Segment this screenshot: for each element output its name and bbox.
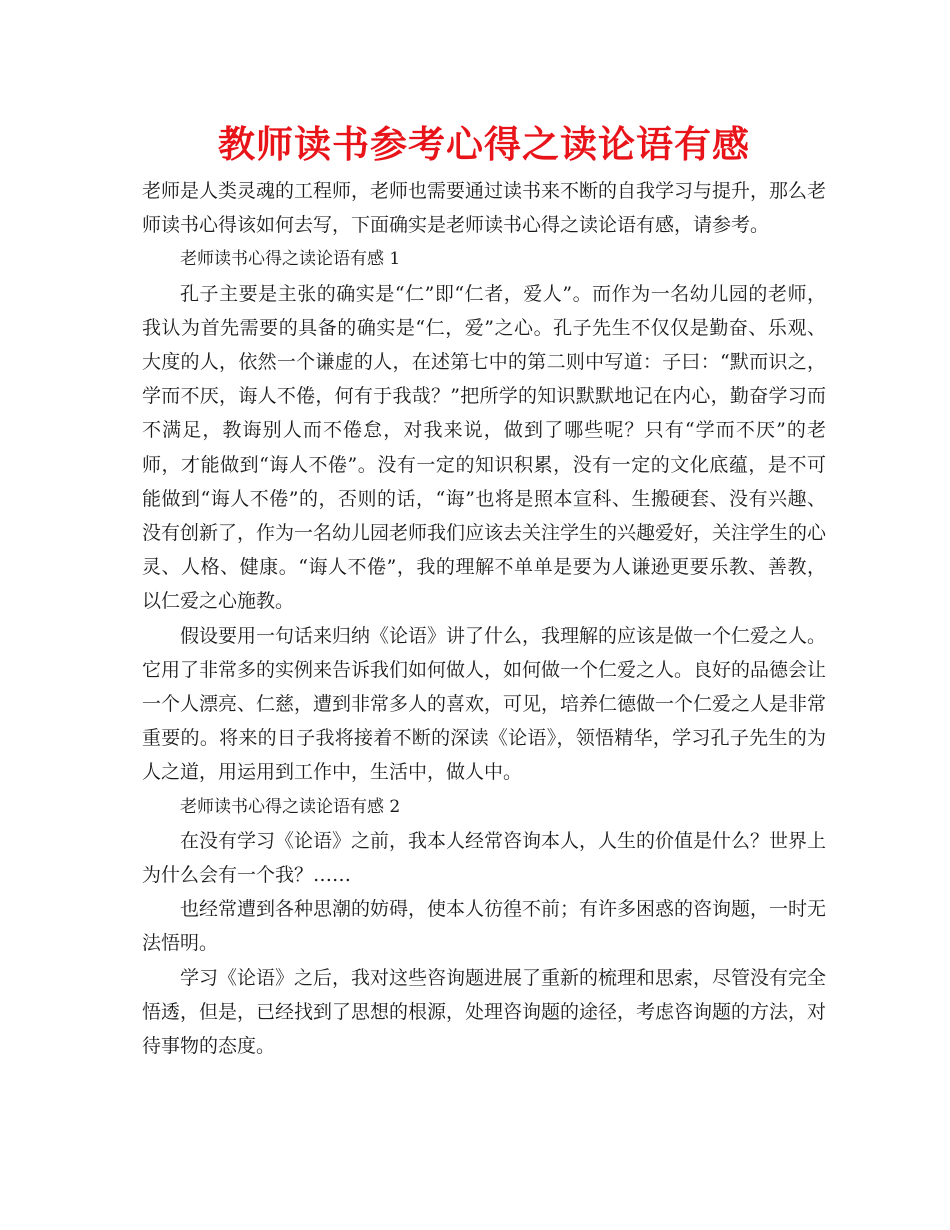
section2-paragraph-1: 在没有学习《论语》之前，我本人经常咨询本人，人生的价值是什么？世界上为什么会有一个我？……	[142, 829, 827, 887]
section1-paragraph-1: 孔子主要是主张的确实是“仁”即“仁者，爱人”。而作为一名幼儿园的老师，我认为首先需要的具备的确实是“仁，爱”之心。孔子先生不仅仅是勤奋、乐观、大度的人，依然一个谦虚的人，在述第七中的第二则中写道：子曰：“默而识之，学而不厌，诲人不倦，何有于我哉？”把所学的知识默默地记在内心，勤奋学习而不满足，教诲别人而不倦怠，对我来说，做到了哪些呢？只有“学而不厌”的老师，才能做到“诲人不倦”。没有一定的知识积累，没有一定的文化底蕴，是不可能做到“诲人不倦”的，否则的话，“诲”也将是照本宣科、生搬硬套、没有兴趣、没有创新了，作为一名幼儿园老师我们应该去关注学生的兴趣爱好，关注学生的心灵、人格、健康。“诲人不倦”，我的理解不单单是要为人谦逊更要乐教、善教，以仁爱之心施教。	[142, 282, 827, 613]
document-page	[142, 118, 826, 1063]
section-heading-1: 老师读书心得之读论语有感 1	[180, 249, 401, 270]
section2-paragraph-2: 也经常遭到各种思潮的妨碍，使本人彷徨不前；有许多困惑的咨询题，一时无法悟明。	[142, 898, 827, 955]
section2-paragraph-3: 学习《论语》之后，我对这些咨询题进展了重新的梳理和思索，尽管没有完全悟透，但是，已经找到了思想的根源，处理咨询题的途径，考虑咨询题的方法，对待事物的态度。	[142, 966, 827, 1058]
intro-paragraph: 老师是人类灵魂的工程师，老师也需要通过读书来不断的自我学习与提升，那么老师读书心得该如何去写，下面确实是老师读书心得之读论语有感，请参考。	[142, 180, 827, 237]
section-heading-2: 老师读书心得之读论语有感 2	[180, 796, 401, 817]
section1-paragraph-2: 假设要用一句话来归纳《论语》讲了什么，我理解的应该是做一个仁爱之人。它用了非常多的实例来告诉我们如何做人，如何做一个仁爱之人。良好的品德会让一个人漂亮、仁慈，遭到非常多人的喜欢，可见，培养仁德做一个仁爱之人是非常重要的。将来的日子我将接着不断的深读《论语》，领悟精华，学习孔子先生的为人之道，用运用到工作中，生活中，做人中。	[142, 624, 827, 784]
document-title: 教师读书参考心得之读论语有感	[218, 123, 750, 166]
